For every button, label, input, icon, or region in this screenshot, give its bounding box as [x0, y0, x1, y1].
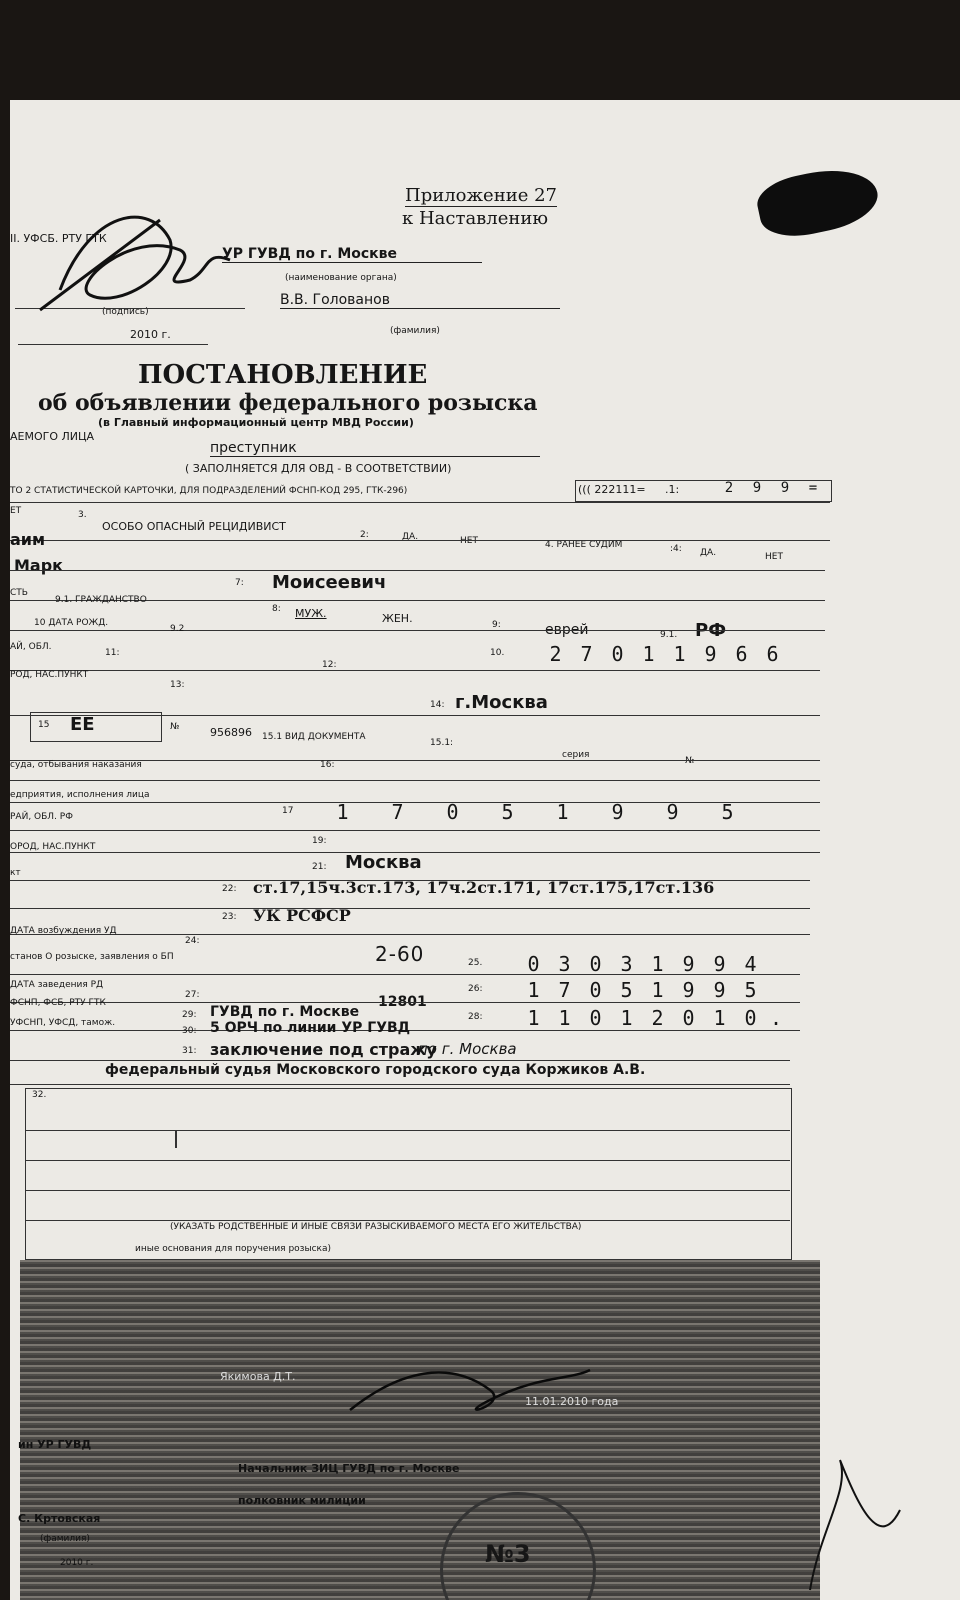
passport-series: ЕЕ — [70, 714, 95, 735]
handwritten-number: 2-60 — [375, 942, 425, 966]
digit: 1 — [527, 1006, 540, 1030]
department: ин УР ГУВД — [18, 1438, 92, 1451]
digit: 6 — [766, 642, 779, 666]
digit: 9 — [682, 952, 695, 976]
rule — [25, 1190, 790, 1191]
digit: 0 — [744, 1006, 757, 1030]
surname-label: аим — [10, 530, 46, 549]
recipient-center: (в Главный информационный центр МВД России) — [98, 416, 414, 429]
field-8: 8: — [272, 604, 281, 614]
digit: . — [769, 1006, 783, 1030]
field-22: 22: — [222, 884, 237, 894]
field-17: 17 — [282, 806, 294, 816]
digit: 1 — [620, 1006, 633, 1030]
digit: 9 — [713, 978, 726, 1002]
digit: 1 — [556, 800, 569, 824]
digit: 0 — [682, 1006, 695, 1030]
signer-name: С. Кртовская — [18, 1512, 101, 1525]
field-32: 32. — [32, 1090, 47, 1100]
wanted-person-label: АЕМОГО ЛИЦА — [10, 430, 95, 443]
no-option-2: НЕТ — [765, 552, 783, 562]
chief-rank: полковник милиции — [238, 1494, 366, 1507]
header-year: 2010 г. — [130, 328, 171, 341]
tick-mark — [175, 1130, 177, 1148]
field-9-1: 9.1. ГРАЖДАНСТВО — [55, 595, 147, 605]
digit: 0 — [589, 952, 602, 976]
town2-label: ОРОД, НАС.ПУНКТ — [10, 842, 96, 852]
field-16: 16: — [320, 760, 335, 770]
field-24: 24: — [185, 936, 200, 946]
field-27: 27: — [185, 990, 200, 1000]
unit-value: 5 ОРЧ по линии УР ГУВД — [210, 1020, 411, 1036]
digit: 9 — [611, 800, 624, 824]
document-subtitle: об объявлении федерального розыска — [38, 390, 538, 416]
field-15-1: 15.1: — [430, 738, 454, 748]
field-9-1b: 9.1. — [660, 630, 678, 640]
registration-digits — [315, 800, 755, 824]
appendix-number: Приложение 27 — [405, 185, 557, 206]
citizenship-value: РФ — [695, 620, 727, 641]
rule — [10, 1084, 790, 1085]
digit: 3 — [558, 952, 571, 976]
field-2: 2: — [360, 530, 369, 540]
code-digit: 9 — [780, 480, 790, 496]
birth-place-value: г.Москва — [455, 692, 548, 713]
first-name-value: Марк — [14, 556, 64, 575]
region2-label: РАЙ, ОБЛ. РФ — [10, 812, 73, 822]
field-21: 21: — [312, 862, 327, 872]
passport-series-box — [30, 712, 162, 742]
digit: 0 — [611, 642, 624, 666]
document-sheet — [10, 100, 960, 1600]
sex-male: МУЖ. — [295, 607, 327, 620]
unit-handwritten: по г. Москва — [418, 1040, 517, 1058]
digit: 6 — [735, 642, 748, 666]
region-label: АЙ, ОБЛ. — [10, 642, 52, 652]
recidivist-label: ОСОБО ОПАСНЫЙ РЕЦИДИВИСТ — [102, 520, 286, 533]
field-4b: :4: — [670, 544, 682, 554]
digit: 7 — [558, 978, 571, 1002]
field-31: 31: — [182, 1046, 197, 1056]
digit: 0 — [446, 800, 459, 824]
digit: 9 — [713, 952, 726, 976]
rule — [25, 1220, 790, 1221]
report-label: станов О розыске, заявления о БП — [10, 952, 174, 962]
yes-option-2: ДА. — [700, 548, 717, 558]
articles-value: ст.17,15ч.3ст.173, 17ч.2ст.171, 17ст.175,17ст.136 — [253, 878, 715, 897]
field-14: 14: — [430, 700, 445, 710]
date-26-digits — [518, 978, 766, 1002]
town-label: РОД, НАС.ПУНКТ — [10, 670, 89, 680]
rule — [25, 1130, 790, 1131]
digit: 1 — [713, 1006, 726, 1030]
birth-date-label: 10 ДАТА РОЖД. — [34, 618, 109, 628]
passport-no-sign: № — [170, 722, 180, 732]
digit: 4 — [744, 952, 757, 976]
field-11: 11: — [105, 648, 120, 658]
measure-value: заключение под стражу — [210, 1040, 437, 1059]
digit: 7 — [580, 642, 593, 666]
no-option: НЕТ — [460, 536, 478, 546]
series-word: серия — [562, 750, 590, 760]
signature-caption: (подпись) — [102, 307, 149, 317]
code-value: УК РСФСР — [253, 906, 351, 925]
grounds-note: иные основания для поручения розыска) — [135, 1244, 331, 1254]
code-digit: 2 — [724, 480, 734, 496]
ink-blot — [753, 160, 883, 244]
digit: 0 — [589, 978, 602, 1002]
footer-date: 11.01.2010 года — [525, 1395, 619, 1408]
code-digit: 9 — [752, 480, 762, 496]
digit: 0 — [589, 1006, 602, 1030]
digit: 1 — [651, 978, 664, 1002]
digit: 1 — [673, 642, 686, 666]
date-28-digits — [518, 1006, 786, 1030]
rd-date-label: ДАТА заведения РД — [10, 980, 104, 990]
city-value: Москва — [345, 852, 422, 873]
code-field: .1: — [665, 483, 680, 496]
yes-option: ДА. — [402, 532, 419, 542]
digit: 1 — [651, 952, 664, 976]
field-25: 25. — [468, 958, 483, 968]
judge-value: федеральный судья Московского городского суда Коржиков А.В. — [105, 1062, 646, 1078]
digit: 5 — [721, 800, 734, 824]
serving-place-label: суда, отбывания наказания — [10, 760, 142, 770]
field-13: 13: — [170, 680, 185, 690]
fsnp-label: ФСНП, ФСБ, РТУ ГТК — [10, 998, 106, 1008]
organ-caption: (наименование органа) — [285, 273, 397, 283]
doc-type-label: 15.1 ВИД ДОКУМЕНТА — [262, 732, 366, 742]
digit: 1 — [527, 978, 540, 1002]
code-value: ((( 222111= — [578, 483, 646, 496]
digit: 5 — [620, 978, 633, 1002]
doc-no-sign: № — [685, 756, 695, 766]
ufsnp-label: УФСНП, УФСД, тамож. — [10, 1018, 116, 1028]
executor-name: Якимова Д.Т. — [220, 1370, 296, 1383]
digit: 5 — [501, 800, 514, 824]
rule — [10, 1060, 790, 1061]
field-4: 4. РАНЕЕ СУДИМ — [545, 540, 623, 550]
digit: 5 — [744, 978, 757, 1002]
passport-number: 956896 — [210, 726, 252, 739]
digit: 1 — [558, 1006, 571, 1030]
year-line — [18, 344, 208, 345]
chief-title: Начальник ЗИЦ ГУВД по г. Москве — [238, 1462, 460, 1475]
sex-female: ЖЕН. — [382, 612, 413, 625]
penal-label: едприятия, исполнения лица — [10, 790, 150, 800]
birth-date-digits — [540, 642, 788, 666]
digit: 1 — [642, 642, 655, 666]
field-10: 10. — [490, 648, 505, 658]
signature-scribble — [30, 200, 250, 330]
field-15: 15 — [38, 720, 50, 730]
rule — [10, 540, 830, 541]
digit: 9 — [704, 642, 717, 666]
rule — [10, 780, 820, 781]
rule — [10, 934, 810, 935]
digit: 2 — [651, 1006, 664, 1030]
category-value: преступник — [210, 440, 540, 457]
field-9-2: 9.2 — [170, 624, 185, 634]
rule — [10, 630, 825, 631]
left-org: II. УФСБ. РТУ ГТК — [10, 232, 107, 245]
street-label: кт — [10, 868, 21, 878]
field-28: 28: — [468, 1012, 483, 1022]
et-label: ЕТ — [10, 506, 22, 516]
organ-name: УР ГУВД по г. Москве — [222, 246, 482, 263]
relatives-note: (УКАЗАТЬ РОДСТВЕННЫЕ И ИНЫЕ СВЯЗИ РАЗЫСКИВАЕМОГО МЕСТА ЕГО ЖИТЕЛЬСТВА) — [170, 1222, 582, 1232]
rule — [10, 908, 810, 909]
field-30: 30: — [182, 1026, 197, 1036]
stamp-number: №3 — [485, 1540, 531, 1568]
surname-caption: (фамилия) — [390, 326, 440, 336]
field-3: 3. — [78, 510, 87, 520]
rule — [10, 1002, 800, 1003]
relatives-box — [25, 1088, 792, 1260]
field-7: 7: — [235, 578, 244, 588]
digit: 9 — [682, 978, 695, 1002]
rule — [10, 974, 800, 975]
digit: 0 — [527, 952, 540, 976]
code-digits — [715, 480, 827, 496]
field-19: 19: — [312, 836, 327, 846]
rule — [10, 670, 820, 671]
digit: 2 — [549, 642, 562, 666]
rd-number: 12801 — [378, 994, 427, 1010]
footer-year: 2010 г. — [60, 1558, 94, 1568]
appendix-reference: к Наставлению — [402, 208, 549, 229]
case-date-label: ДАТА возбуждения УД — [10, 926, 117, 936]
margin-scribble — [790, 1450, 910, 1600]
digit: 7 — [391, 800, 404, 824]
digit: 3 — [620, 952, 633, 976]
gu-value: ГУВД по г. Москве — [210, 1004, 360, 1020]
nationality-value: еврей — [545, 622, 589, 638]
official-name: В.В. Голованов — [280, 292, 560, 309]
digit: 9 — [666, 800, 679, 824]
rule — [10, 830, 820, 831]
stat-card-line: ТО 2 СТАТИСТИЧЕСКОЙ КАРТОЧКИ, ДЛЯ ПОДРАЗДЕЛЕНИЙ ФСНП-КОД 295, ГТК-296) — [10, 486, 408, 496]
field-26: 26: — [468, 984, 483, 994]
citizenship-left: СТЬ — [10, 588, 28, 598]
document-title: ПОСТАНОВЛЕНИЕ — [138, 360, 428, 390]
field-23: 23: — [222, 912, 237, 922]
signer-caption: (фамилия) — [40, 1534, 90, 1544]
code-digit: = — [808, 480, 818, 496]
field-29: 29: — [182, 1010, 197, 1020]
rule — [25, 1160, 790, 1161]
field-12: 12: — [322, 660, 337, 670]
fill-note: ( ЗАПОЛНЯЕТСЯ ДЛЯ ОВД - В СООТВЕТСТВИИ) — [185, 462, 452, 475]
field-9: 9: — [492, 620, 501, 630]
patronymic-value: Моисеевич — [272, 572, 387, 593]
rule — [10, 502, 830, 503]
digit: 1 — [336, 800, 349, 824]
date-25-digits — [518, 952, 766, 976]
rule — [10, 570, 825, 571]
